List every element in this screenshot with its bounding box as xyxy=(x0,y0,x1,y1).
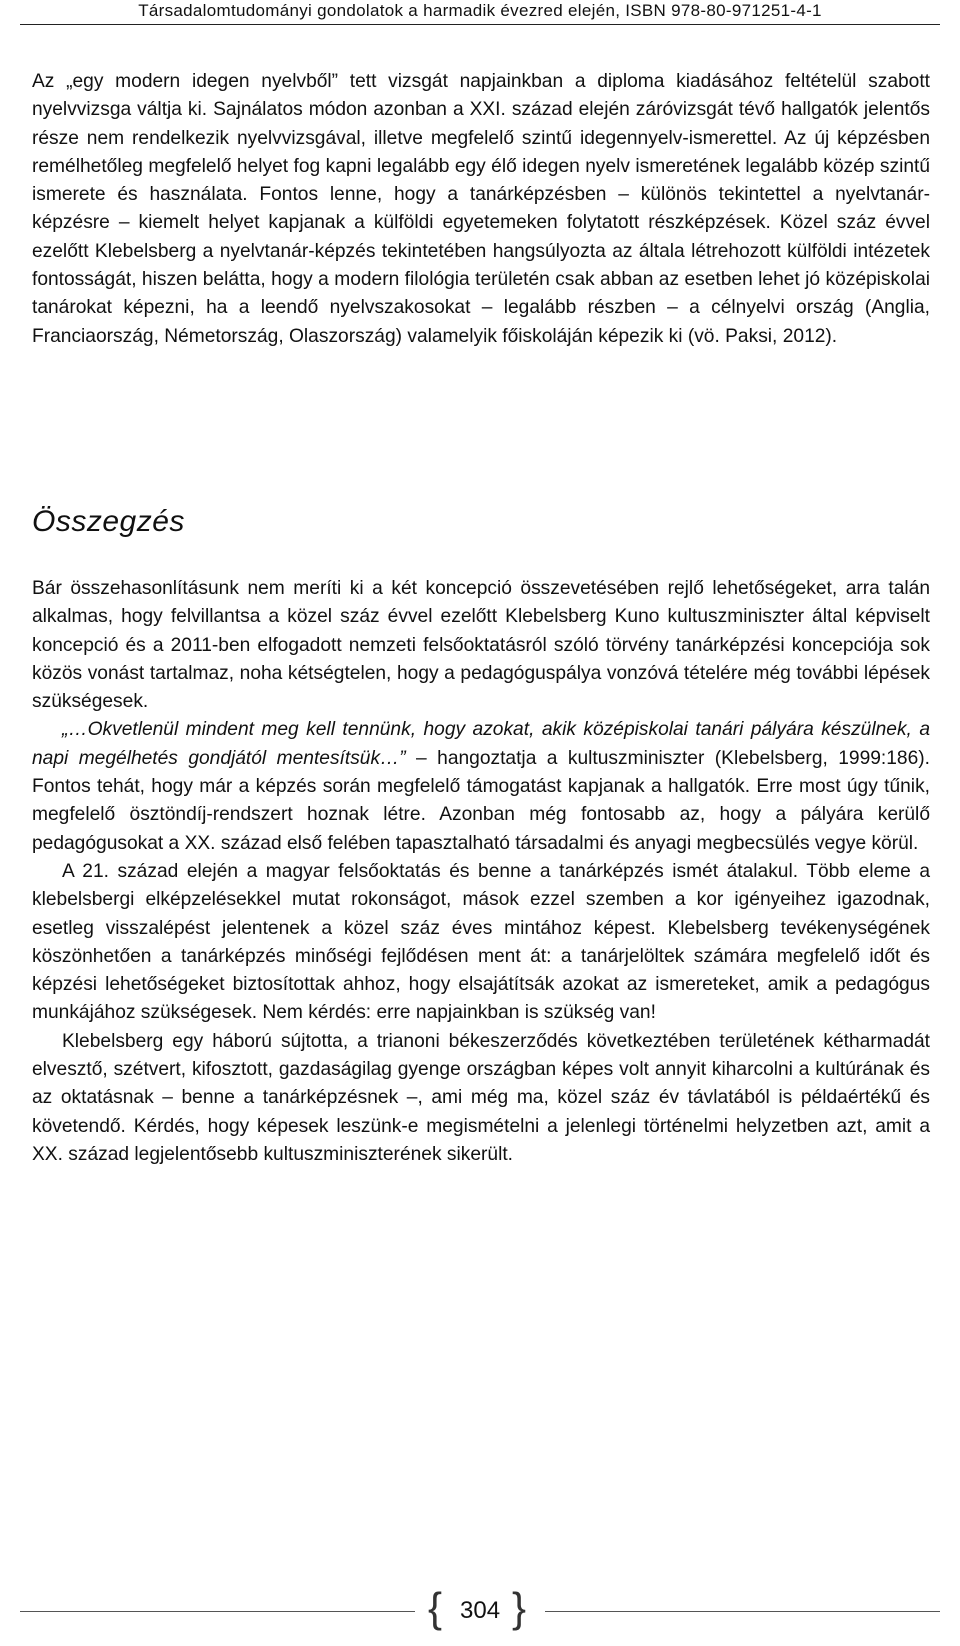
paragraph: Klebelsberg egy háború sújtotta, a trianoni békeszerződés következtében területének kétharmadát elvesztő, szétvert, kifosztott, gazdaságilag gyenge országban képes volt annyit kiharcolni a kultúrának és az oktatásnak – benne a tanárképzésnek –, ami még ma, közel száz év távlatából is példaértékű és követendő. Kérdés, hogy képesek leszünk-e megismételni a jelenlegi történelmi helyzetben azt, amit a XX. század legjelentősebb kultuszminiszterének sikerült. xyxy=(32,1030,930,1165)
paragraph: Bár összehasonlításunk nem meríti ki a két koncepció összevetésében rejlő lehetőségeket, arra talán alkalmas, hogy felvillantsa a közel száz évvel ezelőtt Klebelsberg Kuno kultuszminiszter által képviselt koncepció és a 2011-ben elfogadott nemzeti felsőoktatásról szóló törvény tanárképzési koncepciója sok közös vonást tartalmaz, noha kétségtelen, hogy a pedagóguspálya vonzóvá tételére még további lépések szükségesek. xyxy=(32,578,930,713)
quote-continuation: – hangoztatja a kultuszminiszter (Klebelsberg, 1999:186). Fontos tehát, hogy már a képzés során megfelelő támogatást kapjanak a hallgatók. Erre most úgy tűnik, megfelelő ösztöndíj-rendszert hoznak létre. Azonban még fontosabb az, hogy a pályára kerülő pedagógusokat a XX. század első felében tapasztalható társadalmi és anyagi megbecsülés vegye körül. xyxy=(32,747,930,854)
left-brace-ornament: { xyxy=(428,1584,443,1631)
paragraph-quote xyxy=(32,716,930,857)
running-header: Társadalomtudományi gondolatok a harmadik évezred elején, ISBN 978-80-971251-4-1 xyxy=(138,1,822,20)
page-footer xyxy=(0,1585,960,1635)
section-body-summary xyxy=(32,575,930,1169)
quote-text: „…Okvetlenül mindent meg kell tennünk, hogy azokat, akik középiskolai tanári pályára készülnek, a napi megélhetés gondjától mentesítsük…” xyxy=(32,719,930,769)
section-body-1 xyxy=(32,68,930,351)
right-brace-ornament: } xyxy=(512,1584,527,1631)
footer-rule-right xyxy=(545,1611,940,1612)
page-number: 304 xyxy=(460,1597,501,1624)
header-divider xyxy=(20,24,940,25)
paragraph: Az „egy modern idegen nyelvből” tett vizsgát napjainkban a diploma kiadásához feltételül szabott nyelvvizsga váltja ki. Sajnálatos módon azonban a XXI. század elején záróvizsgát tévő hallgatók jelentős része nem rendelkezik nyelvvizsgával, illetve megfelelő szintű idegennyelv-ismerettel. Az új képzésben remélhetőleg megfelelő helyet fog kapni legalább egy élő idegen nyelv ismeretének legalább közép szintű ismerete és használata. Fontos lenne, hogy a tanárképzésben – különös tekintettel a nyelvtanár-képzésre – kiemelt helyet kapjanak a külföldi egyetemeken folytatott részképzések. Közel száz évvel ezelőtt Klebelsberg a nyelvtanár-képzés tekintetében hangsúlyozta az általa létrehozott külföldi intézetek fontosságát, hiszen belátta, hogy a modern filológia területén csak abban az esetben lehet jó középiskolai tanárokat képezni, ha a leendő nyelvszakosokat – legalább részben – a célnyelvi ország (Anglia, Franciaország, Németország, Olaszország) valamelyik főiskoláján képezik ki (vö. Paksi, 2012). xyxy=(32,71,930,347)
paragraph: A 21. század elején a magyar felsőoktatás és benne a tanárképzés ismét átalakul. Több eleme a klebelsbergi elképzelésekkel mutat rokonságot, mások ezzel szemben a kor igényeihez igazodnak, esetleg visszalépést jelentenek a közel száz éves mintához képest. Klebelsberg tevékenységének köszönhetően a tanárképzés minőségi fejlődésen ment át: a tanárjelöltek számára megfelelő időt és képzési lehetőségeket biztosítottak ahhoz, hogy elsajátítsák azokat az ismereteket, amik a pedagógus munkájához szükségesek. Nem kérdés: erre napjainkban is szükség van! xyxy=(32,860,930,1024)
section-heading-summary: Összegzés xyxy=(32,505,185,538)
footer-rule-left xyxy=(20,1611,415,1612)
